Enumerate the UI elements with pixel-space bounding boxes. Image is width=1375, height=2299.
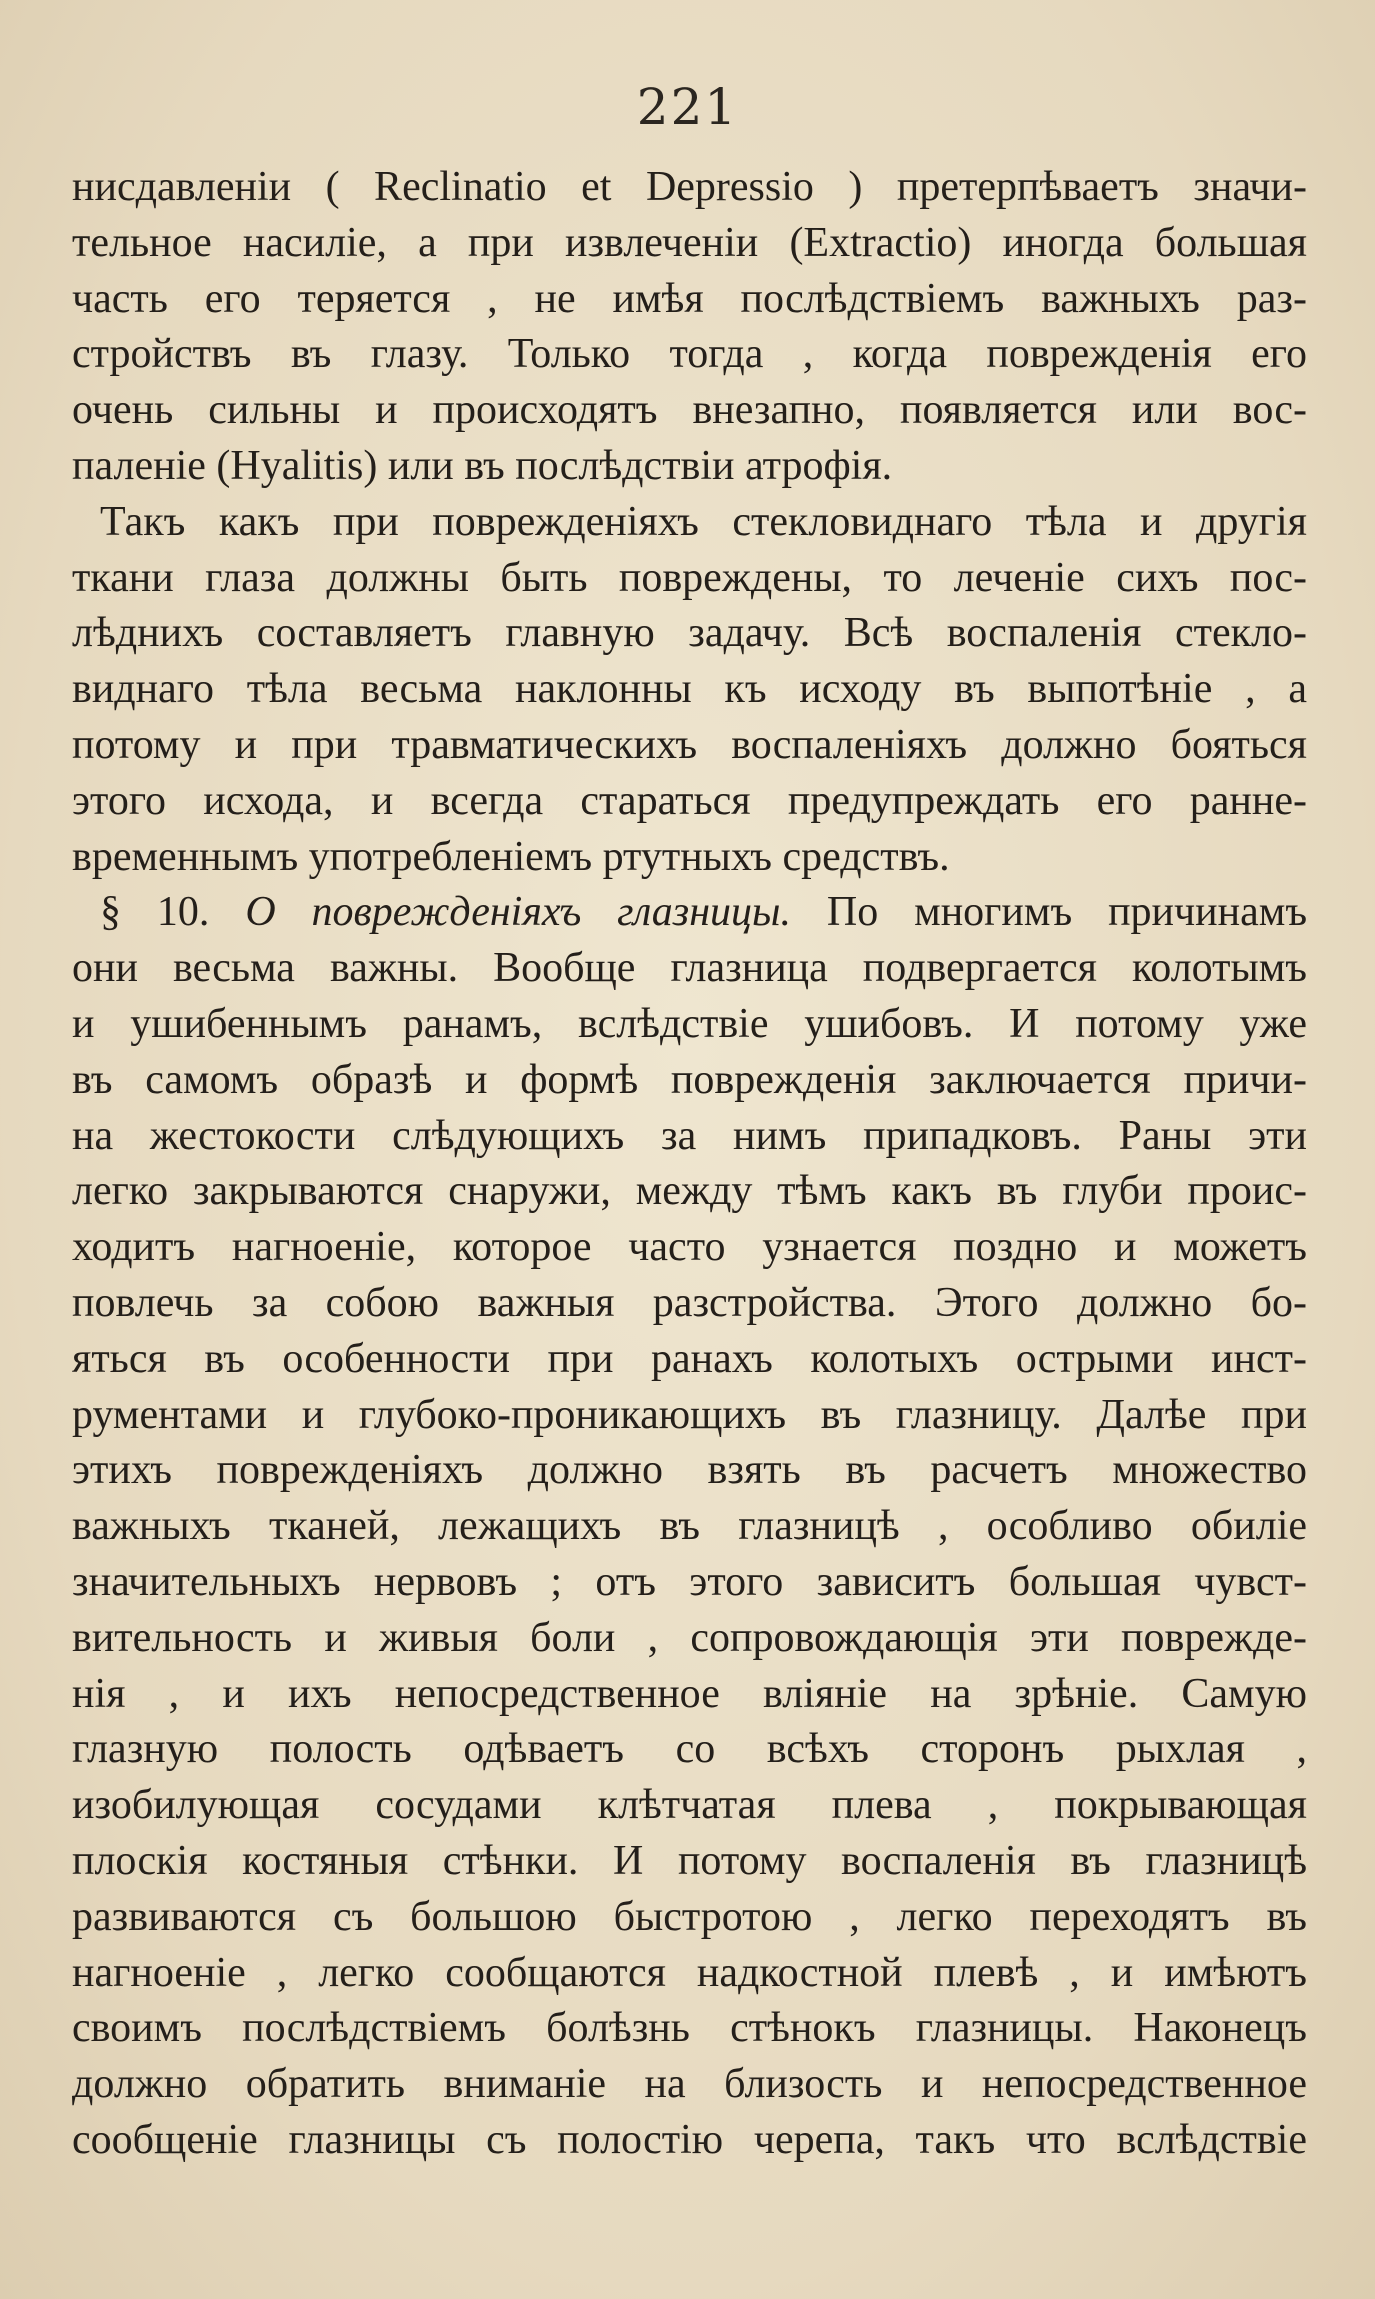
- text-line: и ушибеннымъ ранамъ, вслѣдствіе ушибовъ. И потому уже: [72, 1000, 1307, 1047]
- section-heading-line: [72, 885, 1307, 941]
- text-line: изобилующая сосудами клѣтчатая плева , покрывающая: [72, 1782, 1307, 1829]
- text-line: нагноеніе , легко сообщаются надкостной плевѣ , и имѣютъ: [72, 1949, 1307, 1996]
- text-line: паленіе (Hyalitis) или въ послѣдствіи атрофія.: [72, 442, 893, 489]
- text-line: сообщеніе глазницы съ полостію черепа, такъ что вслѣдствіе: [72, 2116, 1307, 2163]
- text-line: стройствъ въ глазу. Только тогда , когда поврежденія его: [72, 331, 1307, 378]
- text-line: повлечь за собою важныя разстройства. Этого должно бо-: [72, 1279, 1307, 1326]
- text-line: Такъ какъ при поврежденіяхъ стекловиднаго тѣла и другія: [100, 498, 1307, 545]
- text-line: они весьма важны. Вообще глазница подвергается колотымъ: [72, 945, 1307, 992]
- text-line: яться въ особенности при ранахъ колотыхъ острыми инст-: [72, 1335, 1307, 1382]
- text-line: значительныхъ нервовъ ; отъ этого зависитъ большая чувст-: [72, 1558, 1307, 1605]
- text-line: глазную полость одѣваетъ со всѣхъ сторонъ рыхлая ,: [72, 1726, 1307, 1773]
- text-line: ткани глаза должны быть повреждены, то леченіе сихъ пос-: [72, 554, 1307, 601]
- text-line: нія , и ихъ непосредственное вліяніе на зрѣніе. Самую: [72, 1670, 1307, 1717]
- body-text: [72, 160, 1307, 2169]
- text-line: на жестокости слѣдующихъ за нимъ припадковъ. Раны эти: [72, 1112, 1307, 1159]
- text-line: должно обратить вниманіе на близость и непосредственное: [72, 2061, 1307, 2108]
- text-line: своимъ послѣдствіемъ болѣзнь стѣнокъ глазницы. Наконецъ: [72, 2005, 1307, 2052]
- text-line: временнымъ употребленіемъ ртутныхъ средствъ.: [72, 833, 950, 880]
- text-line: тельное насиліе, а при извлеченіи (Extractio) иногда большая: [72, 219, 1307, 266]
- text-line: ходитъ нагноеніе, которое часто узнается поздно и можетъ: [72, 1224, 1307, 1271]
- text-line: виднаго тѣла весьма наклонны къ исходу въ выпотѣніе , а: [72, 666, 1307, 713]
- text-line: развиваются съ большою быстротою , легко переходятъ въ: [72, 1893, 1307, 1940]
- text-line: очень сильны и происходятъ внезапно, появляется или вос-: [72, 387, 1307, 434]
- section-title: О поврежденіяхъ глазницы.: [245, 889, 791, 936]
- page-number: 221: [636, 78, 739, 136]
- text-line: вительность и живыя боли , сопровождающія эти поврежде-: [72, 1614, 1307, 1661]
- text-line: потому и при травматическихъ воспаленіяхъ должно бояться: [72, 721, 1307, 768]
- text-line: легко закрываются снаружи, между тѣмъ какъ въ глуби проис-: [72, 1168, 1307, 1215]
- text-line: часть его теряется , не имѣя послѣдствіемъ важныхъ раз-: [72, 275, 1307, 322]
- text-line: лѣднихъ составляетъ главную задачу. Всѣ воспаленія стекло-: [72, 610, 1307, 657]
- text-line: этихъ поврежденіяхъ должно взять въ расчетъ множество: [72, 1447, 1307, 1494]
- text-line: нисдавленіи ( Reclinatio et Depressio ) претерпѣваетъ значи-: [72, 164, 1307, 210]
- section-mark: § 10.: [100, 889, 210, 936]
- text-line: въ самомъ образѣ и формѣ поврежденія заключается причи-: [72, 1056, 1307, 1103]
- section-heading-rest: По многимъ причинамъ: [826, 889, 1307, 936]
- text-line: плоскія костяныя стѣнки. И потому воспаленія въ глазницѣ: [72, 1837, 1307, 1884]
- text-line: рументами и глубоко-проникающихъ въ глазницу. Далѣе при: [72, 1391, 1307, 1438]
- text-line: этого исхода, и всегда стараться предупреждать его ранне-: [72, 777, 1307, 824]
- text-line: важныхъ тканей, лежащихъ въ глазницѣ , особливо обиліе: [72, 1503, 1307, 1550]
